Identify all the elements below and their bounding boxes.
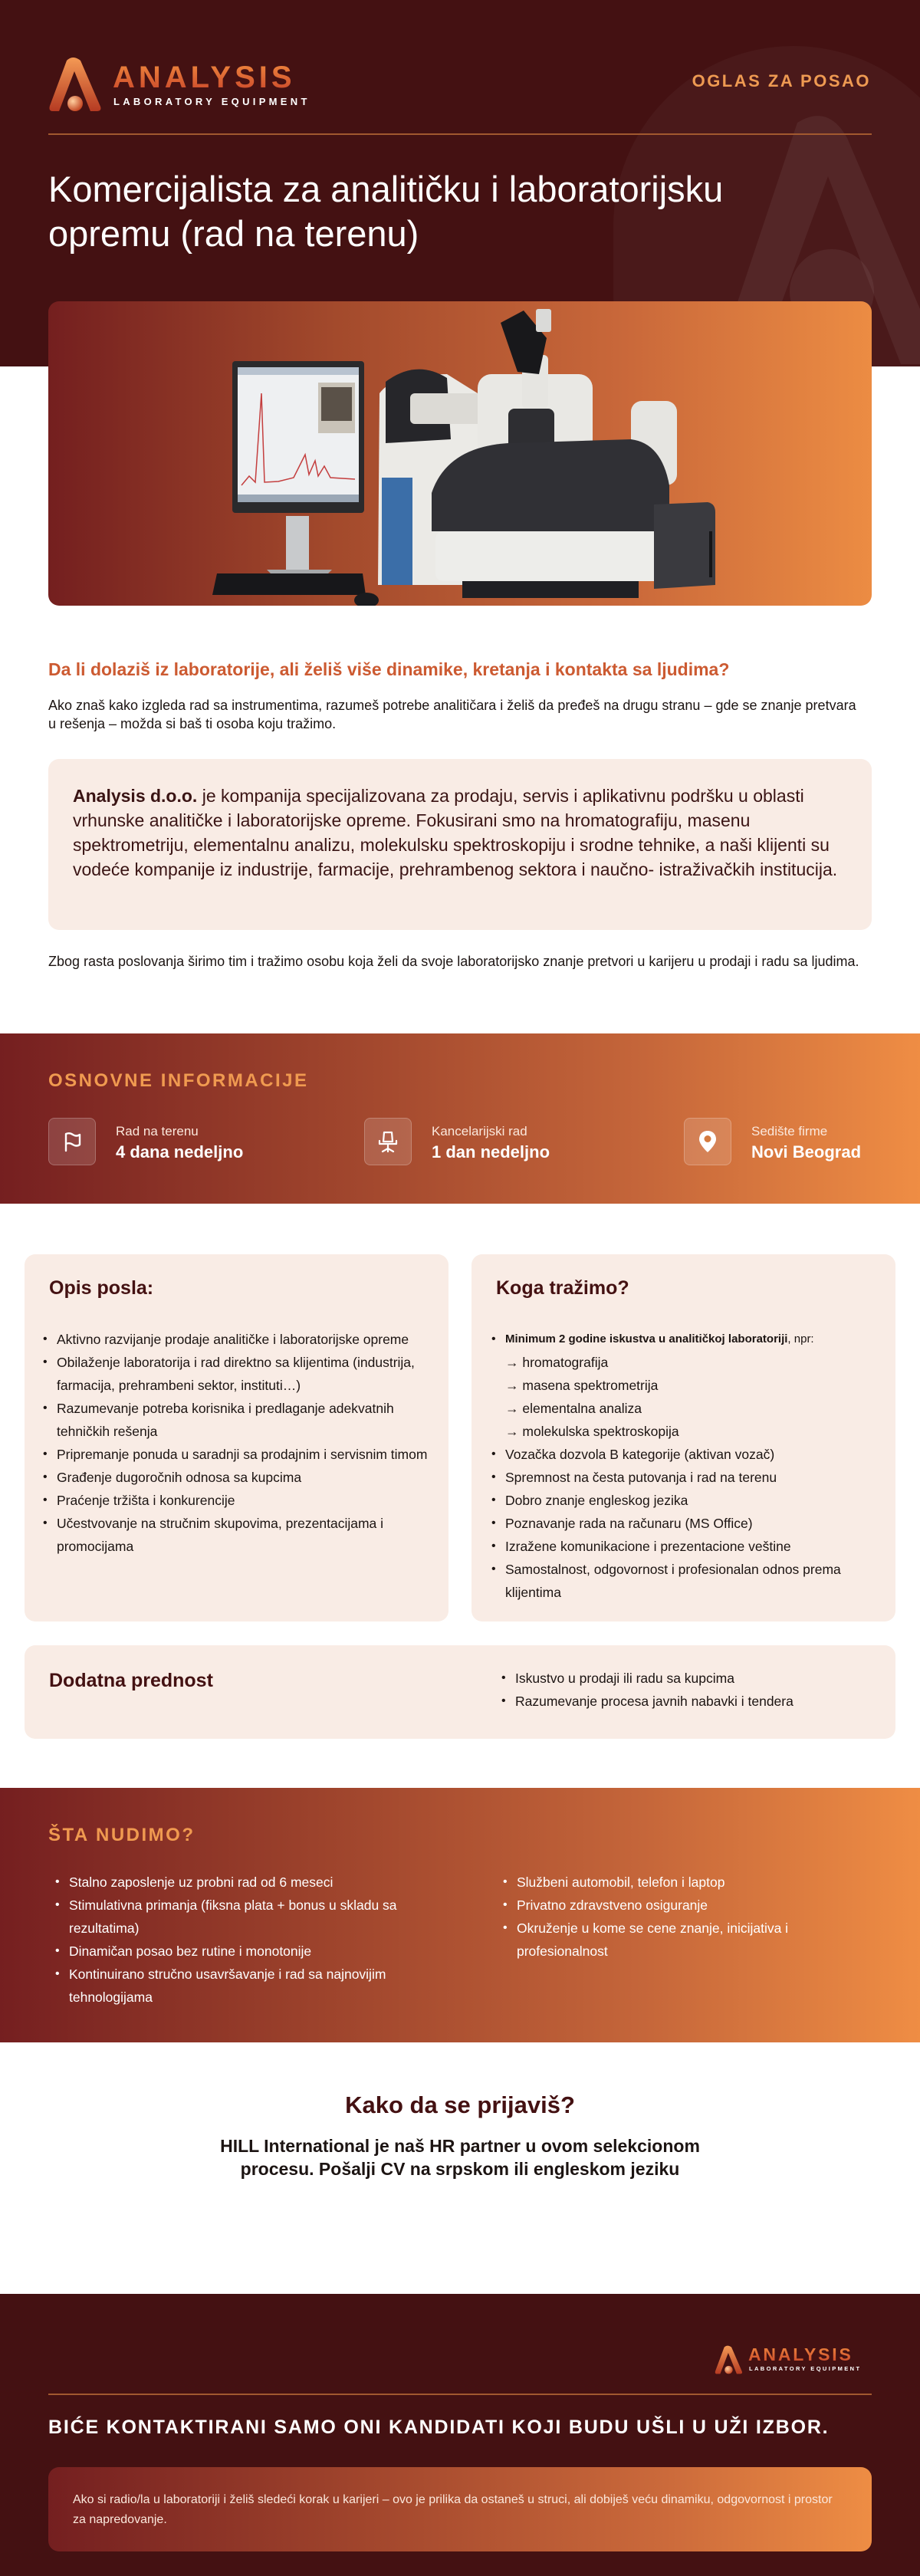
list-item: • Privatno zdravstveno osiguranje — [495, 1894, 856, 1917]
list-item: • Službeni automobil, telefon i laptop — [495, 1871, 856, 1894]
company-description — [73, 784, 847, 882]
card-title: Dodatna prednost — [49, 1670, 213, 1691]
office-chair-icon — [364, 1118, 412, 1165]
list-item: • Dobro znanje engleskog jezika — [484, 1489, 882, 1512]
divider — [48, 2394, 872, 2395]
info-label: Sedište firme — [751, 1124, 828, 1138]
list-item: • Poznavanje rada na računaru (MS Office) — [484, 1512, 882, 1535]
divider — [48, 133, 872, 135]
offer-list-right — [495, 1871, 856, 1963]
job-description-card — [25, 1254, 449, 1622]
sub-list-item: → hromatografija — [505, 1355, 609, 1370]
card-title: Koga tražimo? — [496, 1277, 629, 1299]
shortlist-note: BIĆE KONTAKTIRANI SAMO ONI KANDIDATI KOJI BUDU UŠLI U UŽI IZBOR. — [48, 2417, 830, 2438]
list-item: • Praćenje tržišta i konkurencije — [35, 1489, 434, 1512]
apply-text: HILL International je naš HR partner u ovom selekcionom procesu. Pošalji CV na srpskom ili engleskom jeziku — [220, 2136, 700, 2179]
list-item: • Samostalnost, odgovornost i profesionalan odnos prema klijentima — [484, 1558, 882, 1604]
requirements-card — [472, 1254, 895, 1622]
logo-tagline: LABORATORY EQUIPMENT — [749, 2365, 862, 2372]
intro-text: Ako znaš kako izgleda rad sa instrumentima, razumeš potrebe analitičara i želiš da pređeš na drugu stranu – gde se znanje pretvara u rešenja – možda si baš ti osoba koju tražimo. — [48, 698, 856, 731]
page-title: Komercijalista za analitičku i laboratorijsku opremu (rad na terenu) — [48, 169, 724, 254]
logo-wordmark: ANALYSIS — [113, 61, 296, 94]
requirement-bold: Minimum 2 godine iskustva u analitičkoj laboratoriji — [505, 1332, 788, 1346]
growth-text: Zbog rasta poslovanja širimo tim i tražimo osobu koja želi da svoje laboratorijsko znanje pretvori u karijeru u prodaji i radu sa ljudima. — [48, 954, 859, 969]
list-item: • Obilaženje laboratorija i rad direktno sa klijentima (industrija, farmacija, prehrambeni sektor, instituti…) — [35, 1351, 434, 1397]
info-value: Novi Beograd — [751, 1142, 862, 1162]
logo-a-icon — [48, 56, 107, 113]
lab-instrument-icon — [48, 301, 872, 606]
list-item: • Dinamičan posao bez rutine i monotonije — [48, 1940, 431, 1963]
section-title: OSNOVNE INFORMACIJE — [48, 1070, 309, 1091]
hero-image — [48, 301, 872, 606]
card-title: Opis posla: — [49, 1277, 154, 1299]
company-description-text: je kompanija specijalizovana za prodaju, servis i aplikativnu podršku u oblasti vrhunske analitičke i laboratorijske opreme. Fokusirani smo na hromatografiju, masenu spektrometriju, elementalnu analizu, molekulsku spektroskopiju i srodne tehnike, a naši klijenti su vodeće kompanije iz industrije, farmacije, prehrambenog sektora i naučno- istraživačkih institucija. — [73, 786, 838, 879]
list-item: • Učestvovanje na stručnim skupovima, prezentacijama i promocijama — [35, 1512, 434, 1558]
list-item — [484, 1328, 882, 1351]
footer — [0, 2294, 920, 2576]
logo-tagline: LABORATORY EQUIPMENT — [113, 96, 310, 107]
basic-info-section — [0, 1033, 920, 1204]
sub-list-item: → elementalna analiza — [505, 1401, 642, 1416]
list-item: • Iskustvo u prodaji ili radu sa kupcima — [494, 1667, 877, 1690]
list-item: • Razumevanje procesa javnih nabavki i tendera — [494, 1690, 877, 1713]
info-label: Kancelarijski rad — [432, 1124, 527, 1138]
logo-a-icon — [715, 2344, 745, 2375]
sub-list-item: → masena spektrometrija — [505, 1378, 659, 1393]
logo-wordmark: ANALYSIS — [748, 2344, 853, 2364]
location-pin-icon — [684, 1118, 731, 1165]
section-title: ŠTA NUDIMO? — [48, 1825, 196, 1845]
list-item: • Aktivno razvijanje prodaje analitičke i laboratorijske opreme — [35, 1328, 434, 1351]
job-ad-tag: OGLAS ZA POSAO — [692, 71, 871, 90]
offer-list-left — [48, 1871, 431, 2009]
intro-question: Da li dolaziš iz laboratorije, ali želiš više dinamike, kretanja i kontakta sa ljudima? — [48, 659, 730, 679]
list-item: • Pripremanje ponuda u saradnji sa prodajnim i servisnim timom — [35, 1443, 434, 1466]
advantage-list — [494, 1667, 877, 1713]
apply-title: Kako da se prijaviš? — [345, 2091, 575, 2118]
job-description-list — [35, 1328, 434, 1558]
requirement-suffix: , npr: — [787, 1332, 814, 1346]
list-item: • Stimulativna primanja (fiksna plata + bonus u skladu sa rezultatima) — [48, 1894, 431, 1940]
list-item: • Okruženje u kome se cene znanje, inicijativa i profesionalnost — [495, 1917, 856, 1963]
brand-logo[interactable] — [48, 56, 347, 113]
requirements-list — [484, 1328, 882, 1604]
info-value: 4 dana nedeljno — [116, 1142, 244, 1162]
list-item: • Izražene komunikacione i prezentacione veštine — [484, 1535, 882, 1558]
list-item: • Građenje dugoročnih odnosa sa kupcima — [35, 1466, 434, 1489]
sub-list-item: → molekulska spektroskopija — [505, 1424, 679, 1439]
info-value: 1 dan nedeljno — [432, 1142, 550, 1162]
advantage-card — [25, 1645, 895, 1739]
closing-box — [48, 2467, 872, 2551]
footer-logo[interactable] — [715, 2344, 876, 2375]
closing-text: Ako si radio/la u laboratoriji i želiš sledeći korak u karijeri – ovo je prilika da ostaneš u struci, ali dobiješ veću dinamiku, odgovornost i prostor za napredovanje. — [73, 2493, 833, 2526]
flag-icon — [48, 1118, 96, 1165]
company-description-box — [48, 759, 872, 930]
list-item: • Spremnost na česta putovanja i rad na terenu — [484, 1466, 882, 1489]
company-name: Analysis d.o.o. — [73, 786, 198, 806]
list-item: • Vozačka dozvola B kategorije (aktivan vozač) — [484, 1443, 882, 1466]
list-item: • Razumevanje potreba korisnika i predlaganje adekvatnih tehničkih rešenja — [35, 1397, 434, 1443]
list-item: • Kontinuirano stručno usavršavanje i rad sa najnovijim tehnologijama — [48, 1963, 431, 2009]
info-label: Rad na terenu — [116, 1124, 199, 1138]
offer-section — [0, 1788, 920, 2042]
list-item: • Stalno zaposlenje uz probni rad od 6 meseci — [48, 1871, 431, 1894]
